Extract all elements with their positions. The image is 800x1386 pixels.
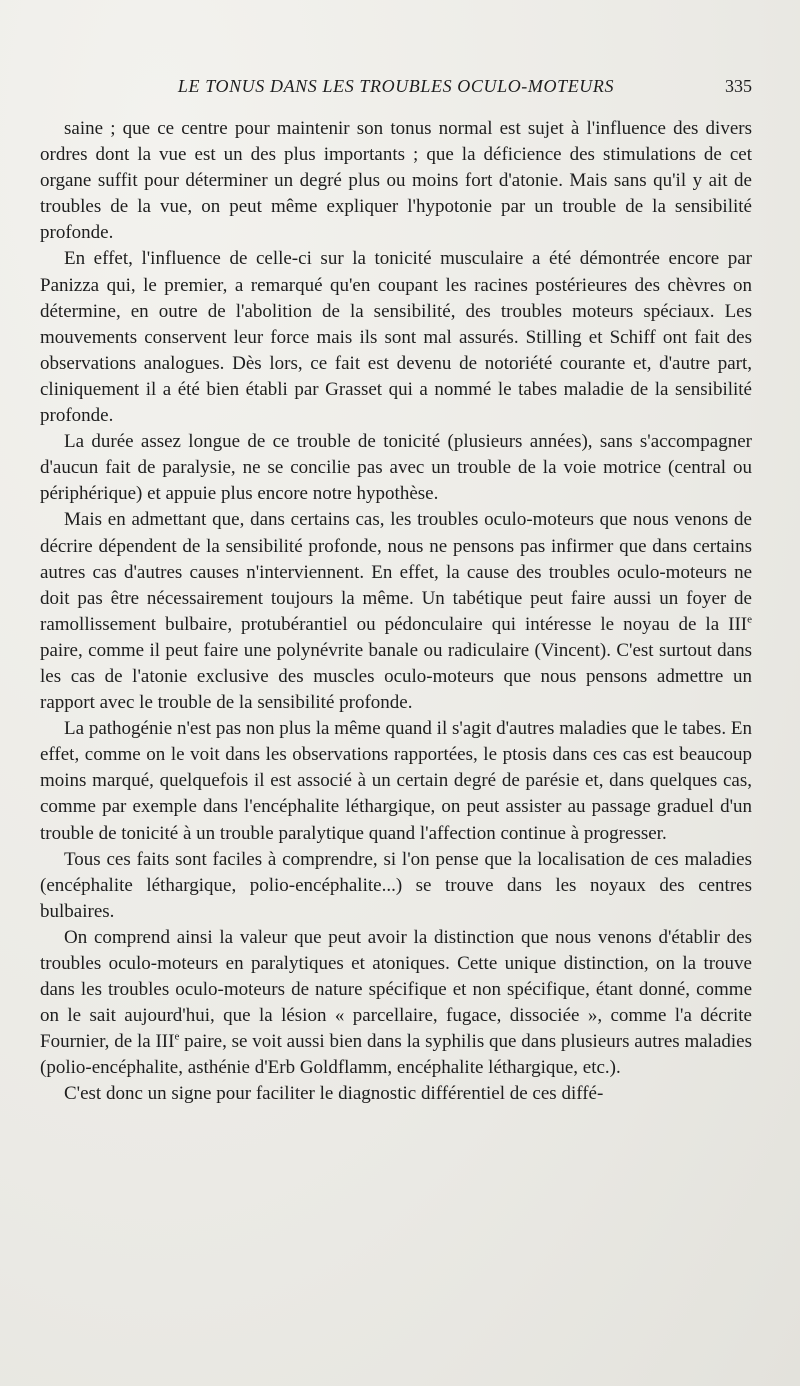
paragraph-text: On comprend ainsi la valeur que peut avoir la distinction que nous venons d'établir des troubles oculo-moteurs en paralytiques et atoniques. Cette unique distinction, on la trouve dans les troubles oculo-moteurs de nature spécifique et non spécifique, étant donné, comme on le sait aujourd'hui, que la lésion « parcellaire, fugace, dissociée », comme l'a décrite Fournier, de la III (40, 926, 752, 1053)
running-title: LE TONUS DANS LES TROUBLES OCULO-MOTEURS (177, 76, 615, 96)
body-text (40, 116, 752, 1108)
paragraph: saine ; que ce centre pour maintenir son tonus normal est sujet à l'influence des divers ordres dont la vue est un des plus importants ; que la déficience des stimulations de cet organe suffit pour déterminer un degré plus ou moins fort d'atonie. Mais sans qu'il y ait de troubles de la vue, on peut même expliquer l'hypotonie par un trouble de la sensibilité profonde. (40, 118, 752, 244)
page-header (40, 76, 752, 100)
paragraph (40, 925, 752, 1082)
page-number: 335 (725, 76, 752, 96)
superscript: e (747, 613, 752, 626)
paragraph-text: paire, se voit aussi bien dans la syphilis que dans plusieurs autres maladies (polio-encéphalite, asthénie d'Erb Goldflamm, encéphalite léthargique, etc.). (40, 1031, 752, 1079)
paragraph: En effet, l'influence de celle-ci sur la tonicité musculaire a été démontrée encore par Panizza qui, le premier, a remarqué qu'en coupant les racines postérieures des chèvres on détermine, en outre de l'abolition de la sensibilité, des troubles moteurs spéciaux. Les mouvements conservent leur force mais ils sont mal assurés. Stilling et Schiff ont fait des observations analogues. Dès lors, ce fait est devenu de notoriété courante et, d'autre part, cliniquement il a été bien établi par Grasset qui a nommé le tabes maladie de la sensibilité profonde. (40, 248, 752, 427)
superscript: e (174, 1030, 180, 1043)
paragraph (40, 507, 752, 716)
paragraph-text: Mais en admettant que, dans certains cas, les troubles oculo-moteurs que nous venons de décrire dépendent de la sensibilité profonde, nous ne pensons pas infirmer que dans certains autres cas d'autres causes n'interviennent. En effet, la cause des troubles oculo-moteurs ne doit pas être nécessairement toujours la même. Un tabétique peut faire aussi un foyer de ramollissement bulbaire, protubérantiel ou pédonculaire qui intéresse le noyau de la III (40, 509, 752, 635)
paragraph-text: paire, comme il peut faire une polynévrite banale ou radiculaire (Vincent). C'est surtout dans les cas de l'atonie exclusive des muscles oculo-moteurs que nous pensons admettre un rapport avec le trouble de la sensibilité profonde. (40, 639, 752, 714)
paragraph: C'est donc un signe pour faciliter le diagnostic différentiel de ces diffé- (64, 1083, 604, 1105)
paragraph: Tous ces faits sont faciles à comprendre, si l'on pense que la localisation de ces maladies (encéphalite léthargique, polio-encéphalite...) se trouve dans les noyaux des centres bulbaires. (40, 848, 752, 922)
paragraph: La durée assez longue de ce trouble de tonicité (plusieurs années), sans s'accompagner d'aucun fait de paralysie, ne se concilie pas avec un trouble de la voie motrice (central ou périphérique) et appuie plus encore notre hypothèse. (40, 431, 752, 505)
paragraph: La pathogénie n'est pas non plus la même quand il s'agit d'autres maladies que le tabes. En effet, comme on le voit dans les observations rapportées, le ptosis dans ces cas est beaucoup moins marqué, quelquefois il est associé à un certain degré de parésie et, dans quelques cas, comme par exemple dans l'encéphalite léthargique, on peut assister au passage graduel d'un trouble de tonicité à un trouble paralytique quand l'affection continue à progresser. (40, 718, 752, 844)
